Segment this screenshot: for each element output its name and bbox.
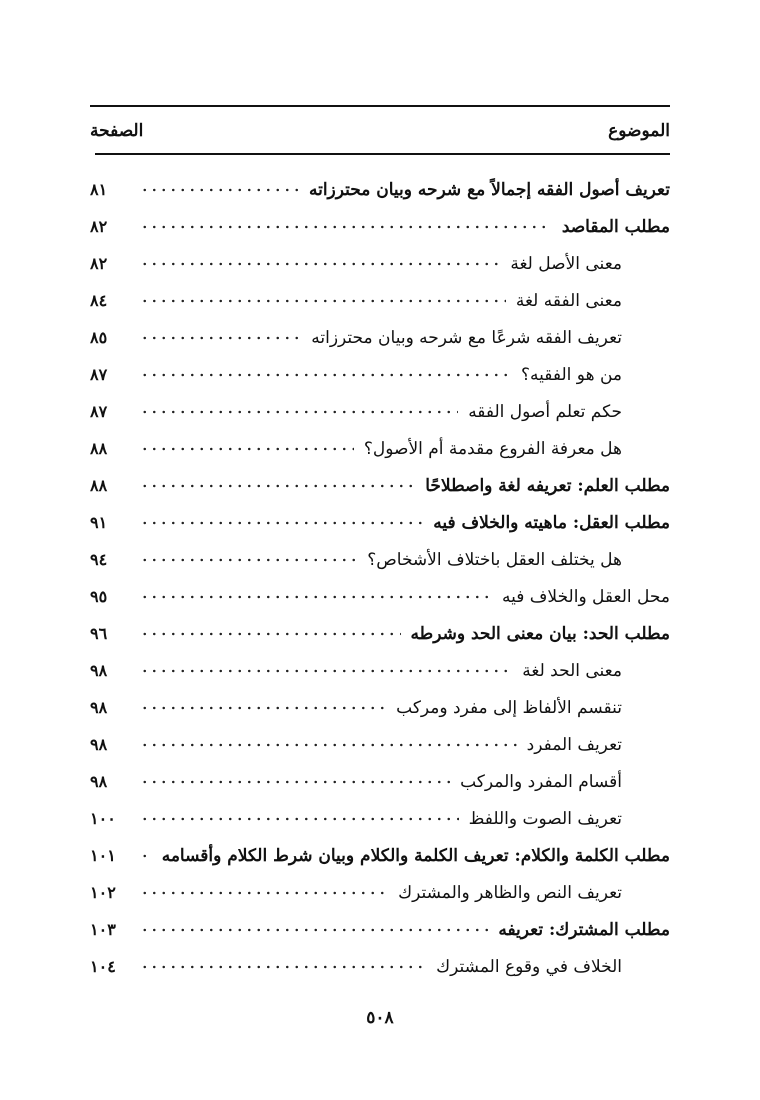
dot-leader: [140, 408, 458, 416]
entry-page-number: ٨٨: [90, 439, 108, 458]
toc-entry: [90, 652, 670, 689]
entry-page-number: ٩١: [90, 513, 108, 532]
toc-entry: [90, 911, 670, 948]
entry-page-number: ٨٧: [90, 402, 108, 421]
toc-entry: [90, 689, 670, 726]
entry-title: مطلب الكلمة والكلام: تعريف الكلمة والكلام وبيان شرط الكلام وأقسامه: [161, 845, 670, 866]
entry-title: هل معرفة الفروع مقدمة أم الأصول؟: [363, 438, 622, 459]
entry-title: مطلب الحد: بيان معنى الحد وشرطه: [410, 623, 670, 644]
dot-leader: [140, 593, 492, 601]
entry-page-number: ٨٨: [90, 476, 108, 495]
toc-entry: [90, 245, 670, 282]
entry-title: الخلاف في وقوع المشترك: [436, 956, 622, 977]
entry-title: مطلب العلم: تعريفه لغة واصطلاحًا: [425, 475, 670, 496]
dot-leader: [140, 556, 357, 564]
dot-leader: [140, 223, 552, 231]
entry-page-number: ٩٨: [90, 735, 108, 754]
entry-title: تعريف النص والظاهر والمشترك: [398, 882, 622, 903]
dot-leader: [140, 519, 423, 527]
dot-leader: [140, 667, 512, 675]
entry-page-number: ٩٤: [90, 550, 108, 569]
toc-entry: [90, 319, 670, 356]
entry-title: معنى الأصل لغة: [510, 253, 622, 274]
toc-entry: [90, 467, 670, 504]
entry-title: تعريف أصول الفقه إجمالاً مع شرحه وبيان محترزاته: [308, 179, 670, 200]
toc-entry: [90, 800, 670, 837]
toc-entry: [90, 874, 670, 911]
dot-leader: [140, 482, 415, 490]
entry-page-number: ١٠٤: [90, 957, 116, 976]
entry-title: حكم تعلم أصول الفقه: [468, 401, 622, 422]
dot-leader: [140, 334, 301, 342]
entry-title: تعريف الصوت واللفظ: [468, 808, 622, 829]
entry-page-number: ١٠٢: [90, 883, 116, 902]
entry-page-number: ٨١: [90, 180, 108, 199]
entry-page-number: ٩٨: [90, 772, 108, 791]
entry-page-number: ٨٢: [90, 254, 108, 273]
dot-leader: [140, 963, 426, 971]
dot-leader: [140, 630, 401, 638]
dot-leader: [140, 186, 299, 194]
dot-leader: [140, 260, 500, 268]
entry-title: مطلب العقل: ماهيته والخلاف فيه: [433, 512, 670, 533]
topic-column-label: الموضوع: [608, 121, 670, 141]
dot-leader: [140, 889, 388, 897]
toc-entry: [90, 504, 670, 541]
toc-entry: [90, 837, 670, 874]
top-rule: [90, 105, 670, 107]
entry-title: معنى الفقه لغة: [515, 290, 622, 311]
toc-header: [90, 115, 670, 147]
dot-leader: [140, 852, 152, 860]
entry-page-number: ٨٢: [90, 217, 108, 236]
entry-title: محل العقل والخلاف فيه: [502, 586, 670, 607]
toc-entry: [90, 578, 670, 615]
dot-leader: [140, 445, 354, 453]
toc-entry: [90, 208, 670, 245]
entry-page-number: ٩٥: [90, 587, 108, 606]
dot-leader: [140, 297, 506, 305]
entry-title: تنقسم الألفاظ إلى مفرد ومركب: [396, 697, 622, 718]
entry-page-number: ١٠٣: [90, 920, 116, 939]
dot-leader: [140, 371, 511, 379]
entry-title: من هو الفقيه؟: [521, 364, 622, 385]
toc-entry: [90, 726, 670, 763]
toc-entry: [90, 171, 670, 208]
toc-list: [90, 171, 670, 985]
entry-title: مطلب المشترك: تعريفه: [498, 919, 670, 940]
toc-entry: [90, 393, 670, 430]
entry-title: أقسام المفرد والمركب: [460, 771, 622, 792]
dot-leader: [140, 778, 450, 786]
dot-leader: [140, 926, 488, 934]
toc-entry: [90, 615, 670, 652]
page-number: ٥٠٨: [366, 1008, 394, 1028]
entry-page-number: ٩٨: [90, 661, 108, 680]
entry-title: مطلب المقاصد: [561, 216, 670, 237]
toc-entry: [90, 430, 670, 467]
entry-page-number: ١٠٠: [90, 809, 116, 828]
entry-title: تعريف الفقه شرعًا مع شرحه وبيان محترزاته: [311, 327, 622, 348]
entry-page-number: ١٠١: [90, 846, 116, 865]
toc-entry: [90, 763, 670, 800]
page-column-label: الصفحة: [90, 121, 144, 141]
toc-entry: [90, 282, 670, 319]
entry-page-number: ٨٤: [90, 291, 108, 310]
dot-leader: [140, 704, 386, 712]
entry-page-number: ٩٨: [90, 698, 108, 717]
entry-title: تعريف المفرد: [526, 734, 622, 755]
entry-page-number: ٨٥: [90, 328, 108, 347]
entry-page-number: ٩٦: [90, 624, 108, 643]
toc-entry: [90, 356, 670, 393]
entry-title: معنى الحد لغة: [522, 660, 622, 681]
toc-entry: [90, 541, 670, 578]
entry-page-number: ٨٧: [90, 365, 108, 384]
toc-entry: [90, 948, 670, 985]
entry-title: هل يختلف العقل باختلاف الأشخاص؟: [367, 549, 622, 570]
dot-leader: [140, 815, 459, 823]
dot-leader: [140, 741, 517, 749]
header-rule: [95, 153, 670, 155]
